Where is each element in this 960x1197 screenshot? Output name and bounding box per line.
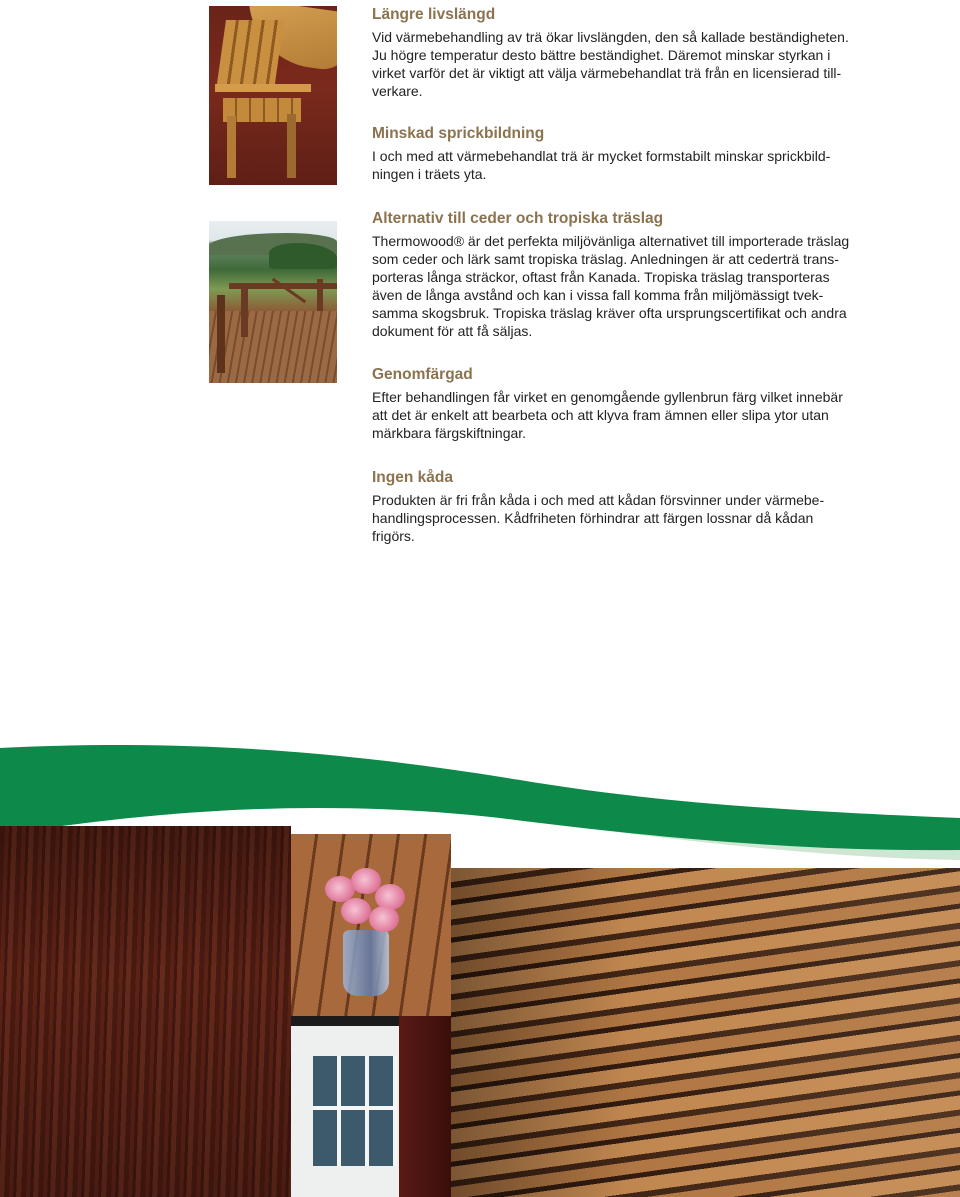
section-heading: Längre livslängd [372, 6, 496, 23]
section-body: Efter behandlingen får virket en genomgående gyllenbrun färg vilket innebär att det är enkelt att bearbeta och att klyva fram ämnen eller slipa ytor utan märkbara färgskiftningar. [372, 389, 843, 441]
section-longer-lifespan [372, 6, 872, 100]
section-body: I och med att värmebehandlat trä är mycket formstabilt minskar sprickbild- ningen i träets yta. [372, 148, 831, 182]
roses-on-deck-photo [291, 834, 451, 1016]
section-heading: Genomfärgad [372, 366, 473, 383]
window-facade-photo [291, 1016, 451, 1197]
section-no-resin [372, 469, 872, 545]
section-alternative-to-cedar [372, 210, 872, 340]
chair-photo [209, 6, 337, 185]
section-heading: Alternativ till ceder och tropiska träslag [372, 210, 664, 227]
section-body: Vid värmebehandling av trä ökar livslängden, den så kallade beständigheten. Ju högre temperatur desto bättre beständighet. Däremot minskar styrkan i virket varför det är viktigt att välja värmebehandlat trä från en licensierad till- verkare. [372, 29, 849, 99]
section-heading: Ingen kåda [372, 469, 453, 486]
section-heading: Minskad sprickbildning [372, 125, 545, 142]
dark-wood-grain-photo [0, 826, 291, 1197]
section-body: Produkten är fri från kåda i och med att kådan försvinner under värmebe- handlingsprocessen. Kådfriheten förhindrar att färgen lossnar då kådan frigörs. [372, 492, 825, 544]
deck-photo [209, 221, 337, 383]
section-through-colored [372, 366, 872, 442]
section-reduced-cracking [372, 125, 872, 183]
section-body: Thermowood® är det perfekta miljövänliga alternativet till importerade träslag som ceder och lärk samt tropiska träslag. Anledningen är att cederträ trans- porteras långa sträckor, oftast från Kanada. Tropiska träslag transporteras även de långa avstånd och kan i vissa fall komma från miljömässigt tvek- samma skogsbruk. Tropiska träslag kräver ofta ursprungscertifikat och andra dokument för att få säljas. [372, 233, 850, 339]
stacked-planks-photo [451, 868, 960, 1197]
